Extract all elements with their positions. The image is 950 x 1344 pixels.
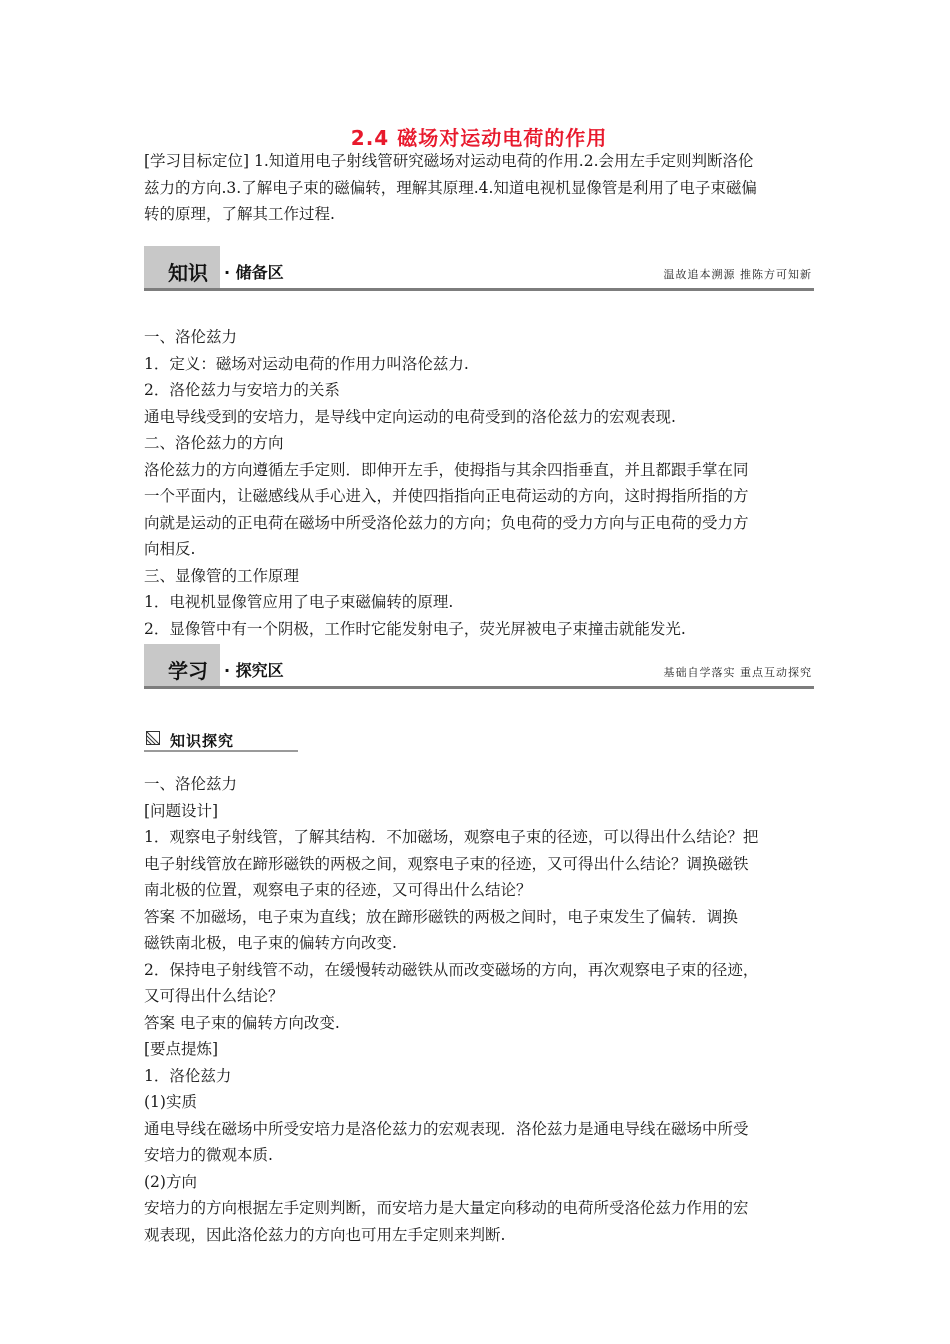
text-line: 2．保持电子射线管不动，在缓慢转动磁铁从而改变磁场的方向，再次观察电子束的径迹， [144, 960, 759, 979]
text-line: 三、显像管的工作原理 [144, 566, 300, 585]
section-banner-study [144, 644, 814, 690]
text-line: 答案 不加磁场，电子束为直线；放在蹄形磁铁的两极之间时，电子束发生了偏转．调换 [144, 907, 738, 926]
objective-line: [学习目标定位] 1.知道用电子射线管研究磁场对运动电荷的作用.2.会用左手定则判断洛伦 [144, 152, 754, 170]
learning-objectives [144, 148, 814, 228]
banner-heading: 知识 [168, 261, 208, 285]
study-section [144, 771, 814, 1248]
text-line: 答案 电子束的偏转方向改变. [144, 1013, 340, 1032]
text-line: 又可得出什么结论？ [144, 987, 284, 1005]
knowledge-section [144, 324, 814, 642]
diagonal-lines-icon [146, 731, 160, 745]
text-line: [要点提炼] [144, 1040, 219, 1058]
text-line: 1．电视机显像管应用了电子束磁偏转的原理. [144, 593, 454, 611]
text-line: 安培力的方向根据左手定则判断，而安培力是大量定向移动的电荷所受洛伦兹力作用的宏 [144, 1199, 749, 1217]
text-line: 观表现，因此洛伦兹力的方向也可用左手定则来判断. [144, 1225, 506, 1244]
text-line: 南北极的位置，观察电子束的径迹，又可得出什么结论？ [144, 881, 532, 899]
banner-rule [144, 686, 814, 689]
objective-line: 兹力的方向.3.了解电子束的磁偏转，理解其原理.4.知道电视机显像管是利用了电子束磁偏 [144, 178, 757, 197]
banner-slogan: 基础自学落实 重点互动探究 [663, 666, 812, 679]
text-line: 磁铁南北极，电子束的偏转方向改变. [144, 934, 397, 952]
text-line: (1)实质 [144, 1093, 197, 1111]
text-line: 1．洛伦兹力 [144, 1066, 232, 1085]
text-line: 通电导线在磁场中所受安培力是洛伦兹力的宏观表现．洛伦兹力是通电导线在磁场中所受 [144, 1119, 749, 1138]
text-line: 二、洛伦兹力的方向 [144, 434, 284, 452]
text-line: 通电导线受到的安培力，是导线中定向运动的电荷受到的洛伦兹力的宏观表现. [144, 407, 676, 426]
text-line: 安培力的微观本质. [144, 1146, 273, 1164]
subsection-rule [144, 750, 298, 752]
subsection-heading [144, 728, 298, 752]
objective-line: 转的原理，了解其工作过程. [144, 205, 335, 223]
banner-rule [144, 288, 814, 291]
text-line: 向就是运动的正电荷在磁场中所受洛伦兹力的方向；负电荷的受力方向与正电荷的受力方 [144, 513, 749, 532]
text-line: 1．定义：磁场对运动电荷的作用力叫洛伦兹力. [144, 354, 469, 373]
text-line: 1．观察电子射线管，了解其结构．不加磁场，观察电子束的径迹，可以得出什么结论？把 [144, 828, 759, 846]
section-banner-knowledge [144, 246, 814, 292]
text-line: 一、洛伦兹力 [144, 328, 238, 346]
text-line: 洛伦兹力的方向遵循左手定则．即伸开左手，使拇指与其余四指垂直，并且都跟手掌在同 [144, 460, 749, 479]
subsection-heading-text: 知识探究 [170, 732, 235, 750]
text-line: 向相反. [144, 540, 196, 558]
text-line: [问题设计] [144, 801, 219, 820]
banner-subheading: · 探究区 [224, 661, 284, 680]
banner-subheading: · 储备区 [224, 263, 284, 282]
text-line: 一、洛伦兹力 [144, 775, 238, 793]
text-line: 一个平面内，让磁感线从手心进入，并使四指指向正电荷运动的方向，这时拇指所指的方 [144, 487, 749, 505]
text-line: 2．显像管中有一个阴极，工作时它能发射电子，荧光屏被电子束撞击就能发光. [144, 619, 686, 638]
text-line: (2)方向 [144, 1172, 197, 1191]
banner-heading: 学习 [168, 659, 208, 683]
text-line: 电子射线管放在蹄形磁铁的两极之间，观察电子束的径迹，又可得出什么结论？调换磁铁 [144, 854, 749, 873]
text-line: 2．洛伦兹力与安培力的关系 [144, 381, 340, 399]
page-title: 2.4 磁场对运动电荷的作用 [350, 126, 608, 150]
banner-slogan: 温故追本溯源 推陈方可知新 [663, 268, 812, 281]
